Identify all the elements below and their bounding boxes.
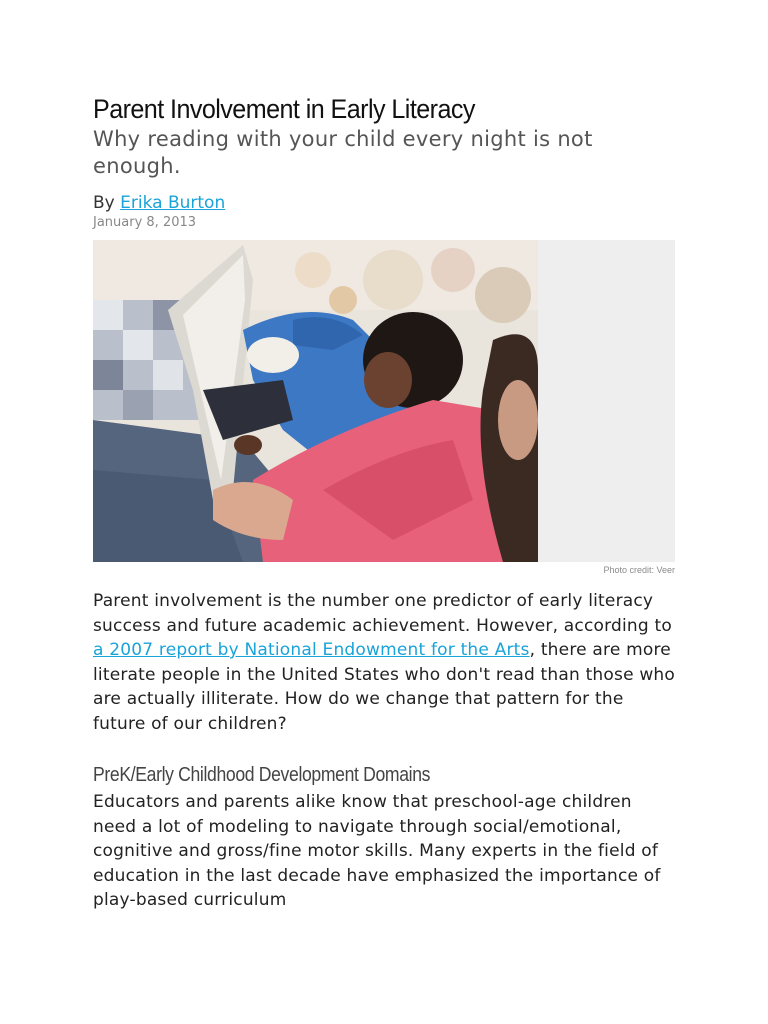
nea-report-link[interactable]: a 2007 report by National Endowment for the Arts: [93, 640, 530, 660]
photo-credit: Photo credit: Veer: [603, 565, 675, 575]
article-subtitle: Why reading with your child every night is not enough.: [93, 127, 593, 178]
paragraph-intro: [93, 589, 675, 736]
paragraph-development: Educators and parents alike know that preschool-age children need a lot of modeling to navigate through social/emotional, cognitive and gross/fine motor skills. Many experts in the field of education in the last decade have emphasized the importance of play-based curriculum: [93, 792, 661, 910]
article-title: Parent Involvement in Early Literacy: [93, 94, 475, 124]
reading-photo-image: [93, 240, 538, 562]
article: [93, 92, 675, 913]
byline-prefix: By: [93, 193, 121, 213]
paragraph-intro-text-2: , there are more literate people in the United States who don't read than those who are actually illiterate. How do we change that pattern for the future of our children?: [93, 640, 676, 734]
paragraph-intro-text-1: Parent involvement is the number one predictor of early literacy success and future academic achievement. However, according to: [93, 591, 672, 636]
byline: [93, 192, 675, 214]
author-link[interactable]: Erika Burton: [120, 193, 226, 213]
article-photo: [93, 240, 675, 562]
section-heading: PreK/Early Childhood Development Domains: [93, 764, 431, 786]
publish-date: January 8, 2013: [93, 215, 197, 230]
